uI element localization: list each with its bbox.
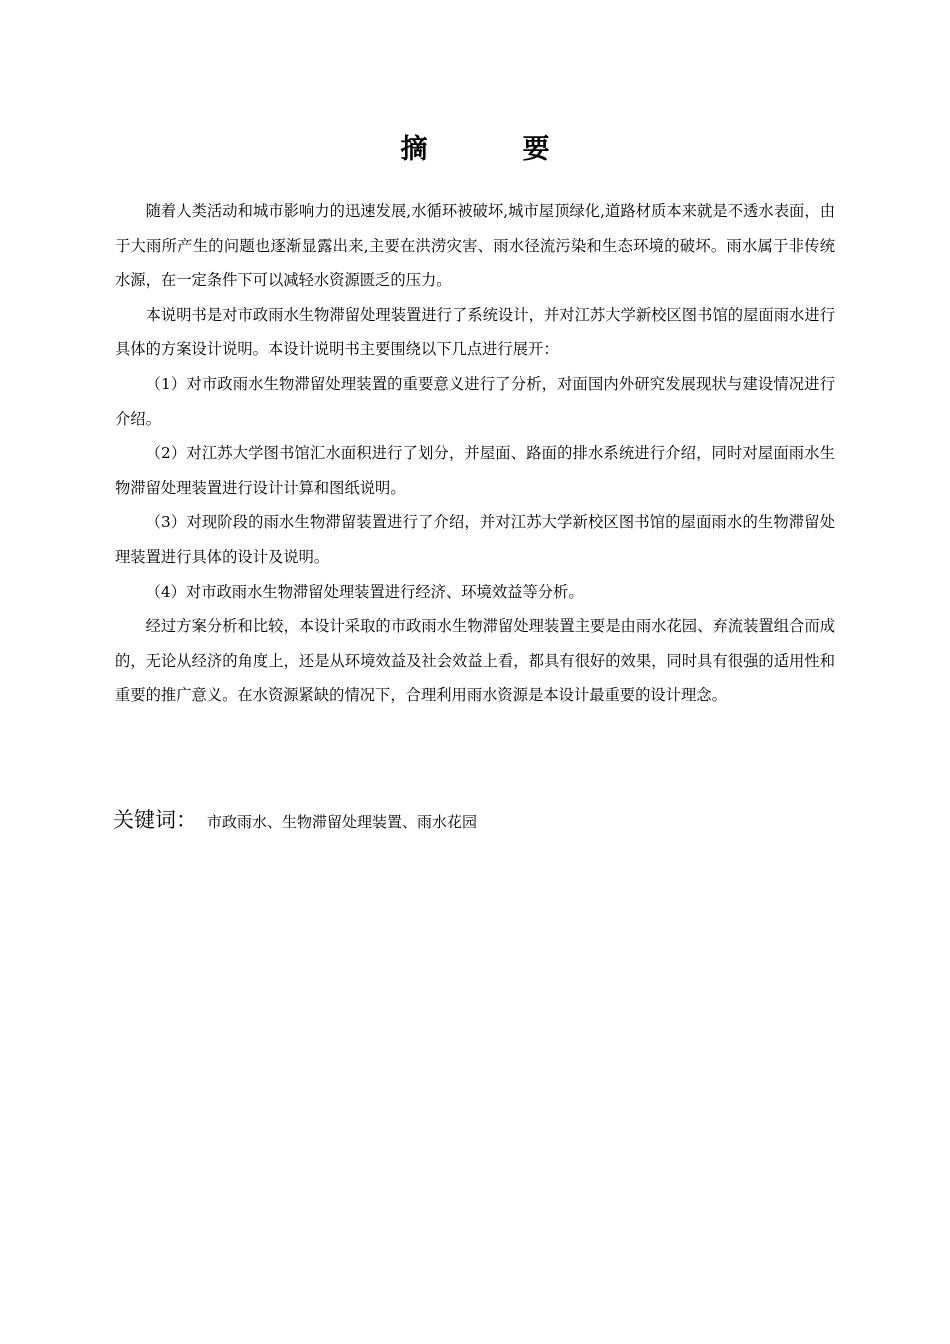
keywords-text: 市政雨水、生物滞留处理装置、雨水花园 [207, 813, 478, 831]
abstract-paragraph: （3）对现阶段的雨水生物滞留装置进行了介绍，并对江苏大学新校区图书馆的屋面雨水的生物滞留处理装置进行具体的设计及说明。 [115, 513, 835, 566]
abstract-paragraph: 本说明书是对市政雨水生物滞留处理装置进行了系统设计，并对江苏大学新校区图书馆的屋面雨水进行具体的方案设计说明。本设计说明书主要围绕以下几点进行展开： [115, 305, 835, 359]
abstract-paragraph: 随着人类活动和城市影响力的迅速发展,水循环被破坏,城市屋顶绿化,道路材质本来就是不透水表面，由于大雨所产生的问题也逐渐显露出来,主要在洪涝灾害、雨水径流污染和生态环境的破坏。雨水属于非传统水源，在一定条件下可以减轻水资源匮乏的压力。 [115, 202, 835, 290]
abstract-body [115, 194, 835, 713]
abstract-paragraph: 经过方案分析和比较，本设计采取的市政雨水生物滞留处理装置主要是由雨水花园、弃流装置组合而成的，无论从经济的角度上，还是从环境效益及社会效益上看，都具有很好的效果，同时具有很强的适用性和重要的推广意义。在水资源紧缺的情况下，合理利用雨水资源是本设计最重要的设计理念。 [115, 617, 835, 705]
keywords-line [113, 804, 833, 838]
abstract-paragraph: （1）对市政雨水生物滞留处理装置的重要意义进行了分析，对面国内外研究发展现状与建设情况进行介绍。 [115, 374, 835, 428]
page-title: 摘 要 [400, 134, 584, 165]
abstract-paragraph: （2）对江苏大学图书馆汇水面积进行了划分，并屋面、路面的排水系统进行介绍，同时对屋面雨水生物滞留处理装置进行设计计算和图纸说明。 [115, 444, 835, 497]
abstract-paragraph: （4）对市政雨水生物滞留处理装置进行经济、环境效益等分析。 [145, 582, 584, 601]
keywords-label: 关键词： [113, 808, 197, 832]
